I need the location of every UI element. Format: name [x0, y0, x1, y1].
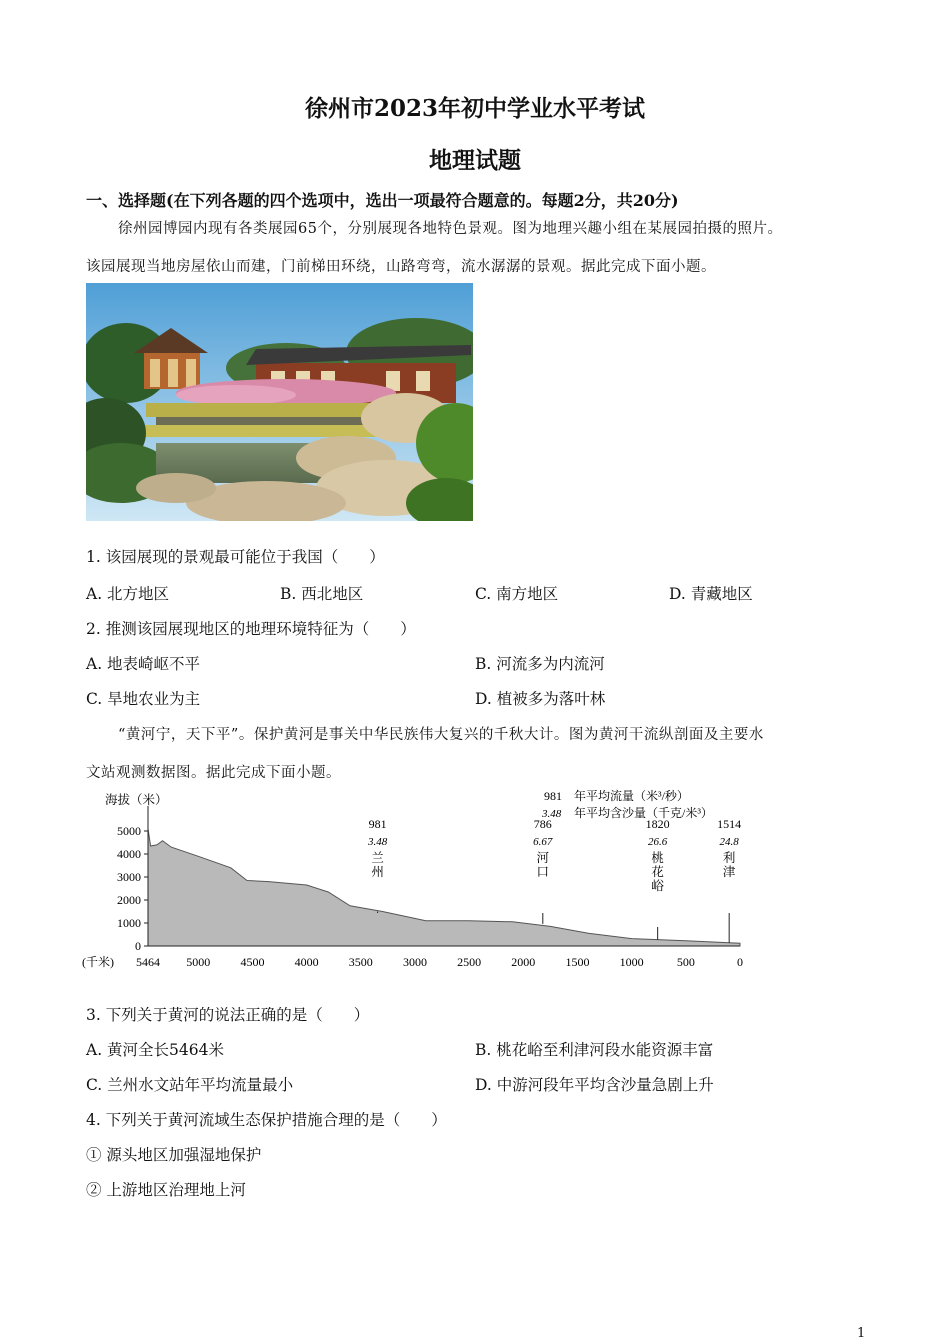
legend — [541, 788, 713, 820]
q1-stem: 1. 该园展现的景观最可能位于我国（ ） — [86, 548, 385, 566]
station-name-char: 津 — [722, 865, 736, 879]
q3-option-c: C. 兰州水文站年平均流量最小 — [86, 1076, 294, 1094]
section-heading: 一、选择题(在下列各题的四个选项中，选出一项最符合题意的。每题2分，共20分) — [86, 191, 679, 210]
station-flow: 786 — [533, 817, 552, 831]
station-name-char: 兰 — [371, 851, 384, 865]
station-flow: 1514 — [717, 817, 742, 831]
y-tick-label: 1000 — [117, 916, 141, 930]
q2-option-c: C. 旱地农业为主 — [86, 690, 201, 708]
station-sediment: 26.6 — [648, 836, 668, 848]
q4-item-2: ② 上游地区治理地上河 — [86, 1181, 246, 1199]
q4-stem: 4. 下列关于黄河流域生态保护措施合理的是（ ） — [86, 1111, 447, 1129]
x-tick-label: 2000 — [511, 955, 536, 969]
q2-option-a: A. 地表崎岖不平 — [86, 655, 201, 673]
exam-subtitle: 地理试题 — [429, 147, 521, 174]
x-axis-label: (千米) — [82, 955, 114, 969]
passage2-line2: 文站观测数据图。据此完成下面小题。 — [86, 765, 341, 781]
q2-stem: 2. 推测该园展现地区的地理环境特征为（ ） — [86, 620, 416, 638]
y-axis-label: 海拔（米） — [105, 793, 168, 807]
station-flow: 1820 — [645, 817, 670, 831]
legend-sediment-value: 3.48 — [542, 808, 562, 820]
q1-option-b: B. 西北地区 — [280, 585, 364, 603]
station-name-char: 峪 — [651, 879, 664, 893]
station-name-char: 利 — [722, 851, 736, 865]
passage2-line1: “黄河宁，天下平”。保护黄河是事关中华民族伟大复兴的千秋大计。图为黄河干流纵剖面及主要水 — [118, 727, 764, 743]
x-tick-label: 2500 — [457, 955, 482, 969]
y-tick-label: 5000 — [117, 824, 141, 838]
station-sediment: 6.67 — [533, 836, 553, 848]
y-tick-label: 0 — [135, 939, 141, 953]
page-number: 1 — [857, 1326, 866, 1341]
x-tick-label: 500 — [676, 955, 695, 969]
station-name-char: 口 — [536, 865, 550, 879]
x-tick-label: 1000 — [619, 955, 644, 969]
q1-option-a: A. 北方地区 — [86, 585, 170, 603]
station-name-char: 桃 — [651, 851, 664, 865]
legend-flow-label: 年平均流量（米³/秒） — [574, 789, 689, 803]
x-tick-label: 3000 — [402, 955, 427, 969]
x-tick-label: 4000 — [294, 955, 319, 969]
river-profile-chart — [80, 786, 760, 980]
q3-stem: 3. 下列关于黄河的说法正确的是（ ） — [86, 1006, 370, 1024]
station-name-char: 花 — [651, 865, 664, 879]
legend-flow-value: 981 — [544, 789, 562, 803]
q2-option-b: B. 河流多为内流河 — [475, 655, 605, 673]
passage1-line2: 该园展现当地房屋依山而建，门前梯田环绕，山路弯弯，流水潺潺的景观。据此完成下面小题。 — [86, 259, 716, 275]
passage1-line1: 徐州园博园内现有各类展园65个，分别展现各地特色景观。图为地理兴趣小组在某展园拍摄的照片。 — [118, 221, 783, 237]
exam-title: 徐州市2023年初中学业水平考试 — [304, 95, 645, 122]
station-name-char: 河 — [536, 851, 550, 865]
q4-item-1: ① 源头地区加强湿地保护 — [86, 1146, 262, 1164]
x-tick-label: 0 — [737, 955, 743, 969]
legend-sediment-label: 年平均含沙量（千克/米³） — [574, 806, 713, 820]
q3-option-d: D. 中游河段年平均含沙量急剧上升 — [475, 1076, 714, 1094]
x-tick-label: 4500 — [240, 955, 265, 969]
y-tick-label: 2000 — [117, 893, 141, 907]
q1-option-c: C. 南方地区 — [475, 585, 559, 603]
station-flow: 981 — [368, 817, 387, 831]
x-tick-label: 5000 — [186, 955, 211, 969]
q1-option-d: D. 青藏地区 — [669, 585, 753, 603]
station-sediment: 3.48 — [367, 836, 388, 848]
y-tick-label: 4000 — [117, 847, 141, 861]
x-tick-label: 1500 — [565, 955, 590, 969]
x-tick-label: 5464 — [136, 955, 160, 969]
garden-photo — [86, 283, 473, 521]
q2-option-d: D. 植被多为落叶林 — [475, 690, 606, 708]
station-sediment: 24.8 — [719, 836, 739, 848]
q3-option-a: A. 黄河全长5464米 — [86, 1041, 224, 1059]
x-tick-label: 3500 — [348, 955, 373, 969]
y-tick-label: 3000 — [117, 870, 141, 884]
q3-option-b: B. 桃花峪至利津河段水能资源丰富 — [475, 1041, 714, 1059]
station-name-char: 州 — [371, 865, 384, 879]
